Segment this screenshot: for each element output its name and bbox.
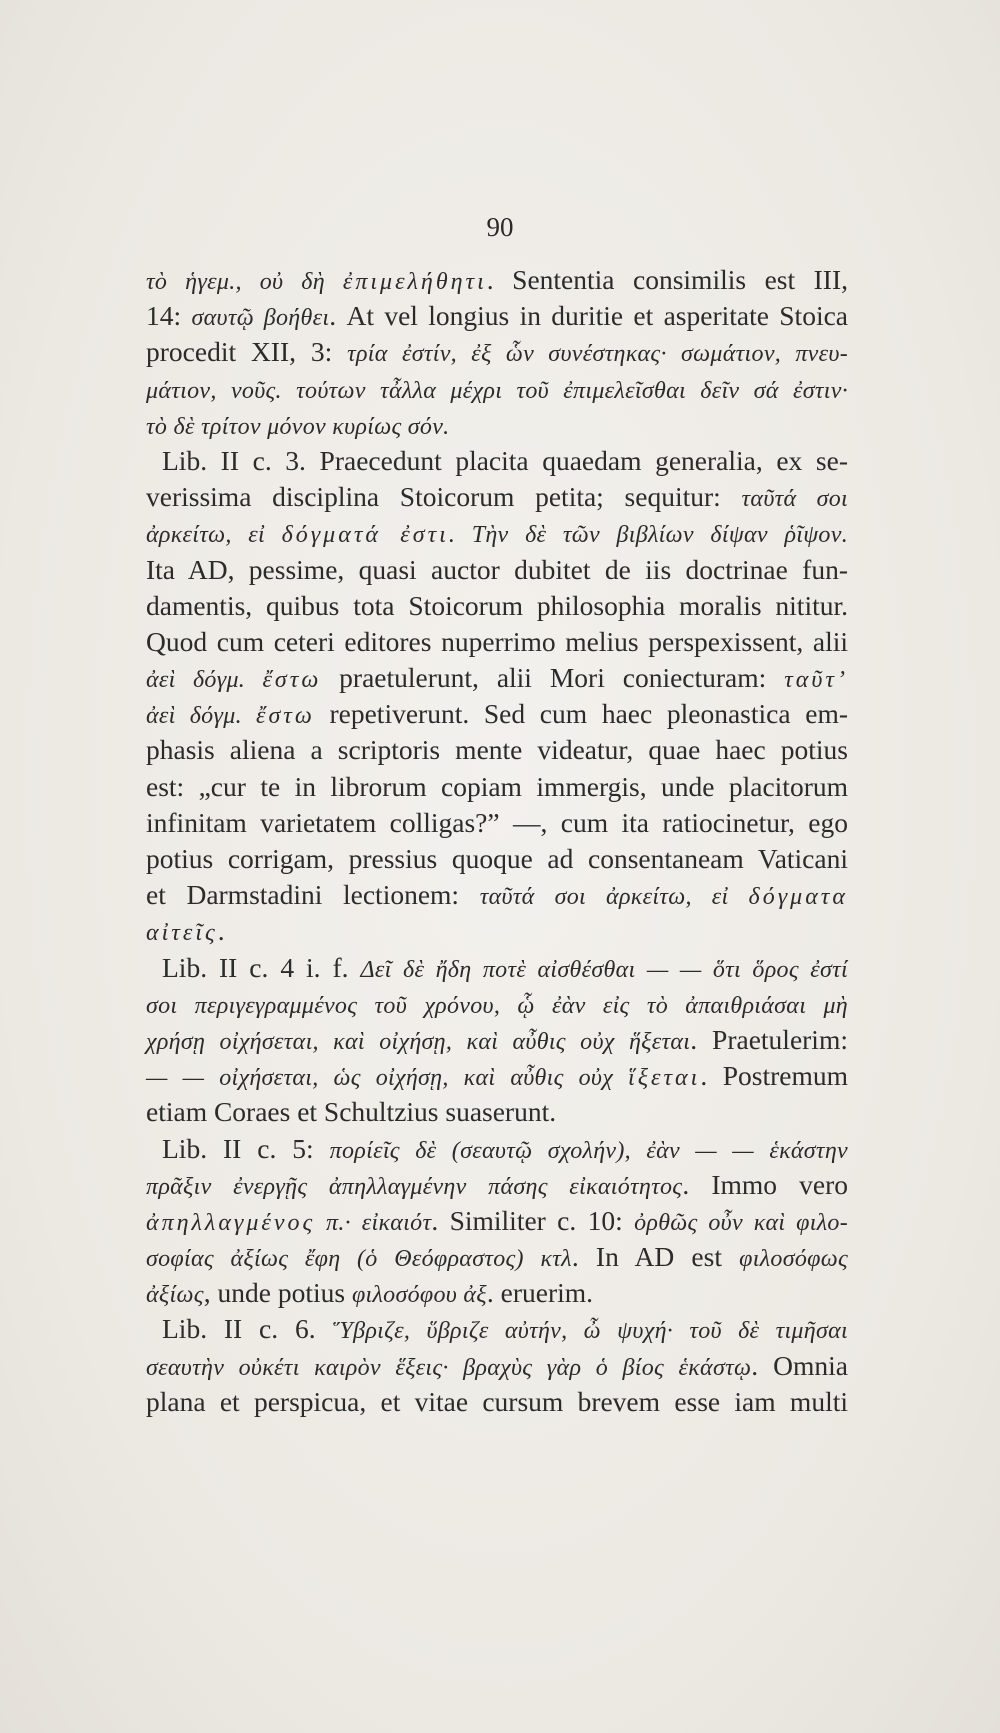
greek-text: χρήσῃ οἰχήσεται, καὶ οἰχήσῃ, καὶ αὖθις οὐχ ἥξεται [146, 1028, 691, 1055]
latin-text: est: „cur te in librorum copiam immergis, unde placitorum [146, 770, 848, 802]
body-text [146, 262, 848, 1420]
text-line [146, 1058, 848, 1094]
latin-text: . [217, 915, 225, 947]
greek-text: ταῦτά σοι [741, 486, 848, 513]
greek-text: ἀρκείτω, εἰ [146, 522, 282, 549]
text-line [146, 841, 848, 877]
greek-text: Δεῖ δὲ ἤδη ποτὲ αἰσθέσθαι — — ὅτι ὅρος ἐστί [360, 956, 849, 983]
text-line [146, 950, 848, 986]
latin-text: etiam Coraes et Schultzius suaserunt. [146, 1096, 557, 1128]
text-line [146, 877, 848, 913]
greek-text: ἀεὶ δόγμ. [146, 703, 256, 730]
greek-text: ἀεὶ δόγμ. [146, 667, 263, 694]
latin-text: Lib. II c. 4 i. f. [162, 951, 361, 983]
latin-text: . eruerim. [486, 1277, 594, 1309]
greek-text: ἐπιμελήθητι [342, 269, 487, 295]
latin-text: Lib. II c. 6. [162, 1313, 333, 1345]
greek-text: π.· εἰκαιότ [315, 1209, 432, 1236]
latin-text: . Omnia [751, 1349, 848, 1381]
latin-text: . Immo vero [682, 1168, 848, 1200]
latin-text: . In AD est [571, 1241, 740, 1273]
latin-text: et Darmstadini lectionem: [146, 879, 480, 911]
greek-text: ἵξεται [628, 1065, 701, 1092]
latin-text: . Sententia consimilis est III, [486, 264, 848, 295]
latin-text: infinitam varietatem colligas?” —, cum ita ratiocinetur, ego [146, 806, 848, 838]
text-line [146, 769, 848, 805]
greek-text: φιλοσόφως [739, 1246, 848, 1273]
latin-text: Ita AD, pessime, quasi auctor dubitet de iis doctrinae fun- [146, 553, 848, 585]
greek-text: δόγματά ἐστι [281, 522, 449, 549]
text-line [146, 660, 848, 696]
latin-text: procedit XII, 3: [146, 336, 348, 368]
text-line [146, 1167, 848, 1203]
text-line [146, 1275, 848, 1311]
latin-text: potius corrigam, pressius quoque ad consentaneam Vaticani [146, 843, 848, 874]
text-line [146, 1094, 848, 1130]
greek-text: πορίεῖς δὲ (σεαυτῷ σχολήν), ἐὰν — — ἑκάστην [329, 1137, 848, 1164]
greek-text: ταῦτ’ [784, 667, 848, 694]
latin-text: . Similiter c. 10: [431, 1204, 635, 1236]
latin-text: phasis aliena a scriptoris mente videatur, quae haec potius [146, 734, 848, 766]
latin-text: damentis, quibus tota Stoicorum philosophia moralis nititur. [146, 589, 848, 621]
greek-text: σοφίας ἀξίως ἔφη (ὁ Θεόφραστος) κτλ [146, 1246, 572, 1273]
text-line [146, 1131, 848, 1167]
greek-text: τὸ δὲ τρίτον μόνον κυρίως σόν. [146, 413, 450, 440]
greek-text: μάτιον, νοῦς. τούτων τἆλλα μέχρι τοῦ ἐπιμελεῖσθαι δεῖν σά ἐστιν· [146, 377, 848, 404]
text-line [146, 1348, 848, 1384]
text-line [146, 913, 848, 949]
greek-text: Ὕβριζε, ὕβριζε αὐτήν, ὦ ψυχή· τοῦ δὲ τιμῆσαι [332, 1318, 848, 1345]
text-line [146, 407, 848, 443]
text-line [146, 443, 848, 479]
greek-text: φιλοσόφου ἀξ [351, 1282, 487, 1309]
greek-text: ὀρθῶς οὖν καὶ φιλο- [634, 1209, 848, 1236]
latin-text: Quod cum ceteri editores nuperrimo melius perspexissent, alii [146, 625, 848, 657]
greek-text: δόγματα [748, 884, 848, 911]
text-line [146, 371, 848, 407]
text-line [146, 1384, 848, 1420]
greek-text: τρία ἐστίν, ἐξ ὧν συνέστηκας· σωμάτιον, πνευ- [347, 341, 848, 368]
greek-text: ταῦτά σοι ἀρκείτω, εἰ [479, 884, 749, 911]
text-line [146, 298, 848, 334]
greek-text: σαυτῷ βοήθει [191, 305, 330, 332]
greek-text: πρᾶξιν ἐνεργῇς ἀπηλλαγμένην πάσης εἰκαιότητος [146, 1173, 683, 1200]
text-line [146, 479, 848, 515]
latin-text: Lib. II c. 3. Praecedunt placita quaedam generalia, ex se- [162, 444, 848, 476]
greek-text: σοι περιγεγραμμένος τοῦ χρόνου, ᾧ ἐὰν εἰς τὸ ἀπαιθριάσαι μὴ [146, 992, 848, 1019]
latin-text: verissima disciplina Stoicorum petita; sequitur: [146, 481, 742, 513]
page-number: 90 [486, 212, 514, 242]
latin-text: . Praetulerim: [690, 1023, 848, 1055]
latin-text: . At vel longius in duritie et asperitate Stoica [329, 300, 849, 332]
greek-text: — — οἰχήσεται, ὡς οἰχήσῃ, καὶ αὖθις οὐχ [146, 1065, 629, 1092]
latin-text: repetiverunt. Sed cum haec pleonastica em- [314, 698, 848, 730]
latin-text: . Postremum [700, 1060, 849, 1092]
text-line [146, 1311, 848, 1347]
latin-text: 14: [146, 300, 192, 332]
text-line [146, 1022, 848, 1058]
latin-text: praetulerunt, alii Mori coniecturam: [321, 662, 785, 694]
text-line [146, 732, 848, 768]
greek-text: σεαυτὴν οὐκέτι καιρὸν ἕξεις· βραχὺς γὰρ ὁ βίος ἑκάστῳ [146, 1354, 752, 1381]
text-line [146, 624, 848, 660]
greek-text: . Τὴν δὲ τῶν βιβλίων δίψαν ῥῖψον. [448, 522, 848, 549]
greek-text: ἀπηλλαγμένος [146, 1209, 316, 1236]
greek-text: ἔστω [262, 667, 322, 694]
text-line [146, 515, 848, 551]
text-line [146, 588, 848, 624]
latin-text: plana et perspicua, et vitae cursum brevem esse iam multi [146, 1385, 848, 1417]
text-line [146, 696, 848, 732]
text-line [146, 262, 848, 298]
greek-text: ἔστω [255, 703, 315, 730]
text-line [146, 552, 848, 588]
greek-text: ἀξίως [146, 1282, 204, 1309]
text-line [146, 805, 848, 841]
text-line [146, 1239, 848, 1275]
latin-text: , unde potius [203, 1277, 352, 1309]
text-line [146, 334, 848, 370]
greek-text: τὸ ἡγεμ., οὐ δὴ [146, 269, 343, 295]
text-line [146, 1203, 848, 1239]
greek-text: αἰτεῖς [146, 920, 218, 947]
text-line [146, 986, 848, 1022]
latin-text: Lib. II c. 5: [162, 1132, 330, 1164]
